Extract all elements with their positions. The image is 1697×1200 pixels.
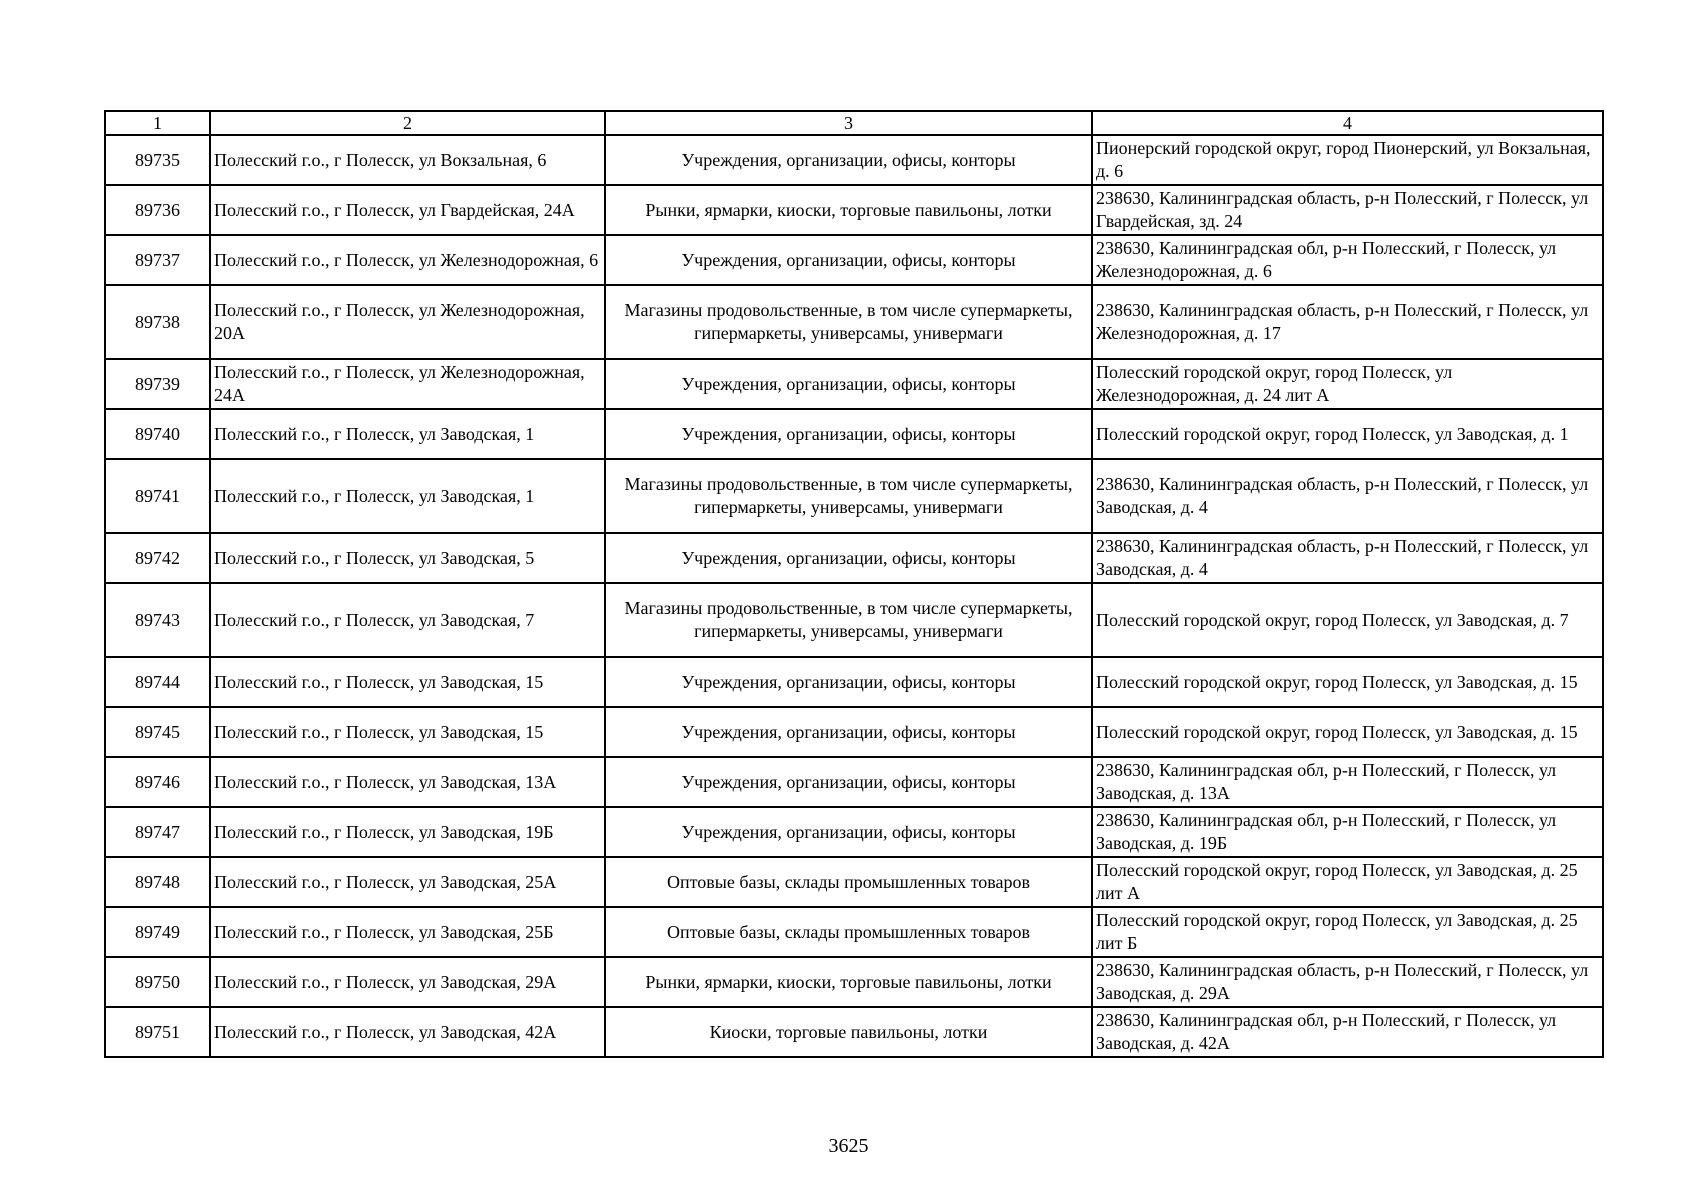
cell-id: 89750: [105, 957, 210, 1007]
cell-category: Оптовые базы, склады промышленных товаров: [605, 857, 1092, 907]
table-row: [105, 657, 1603, 707]
cell-address: Полесский г.о., г Полесск, ул Заводская, 5: [210, 533, 605, 583]
cell-category: Учреждения, организации, офисы, конторы: [605, 707, 1092, 757]
column-header-4: 4: [1092, 111, 1603, 135]
cell-address: Полесский г.о., г Полесск, ул Заводская, 7: [210, 583, 605, 657]
cell-category: Учреждения, организации, офисы, конторы: [605, 359, 1092, 409]
table-row: [105, 957, 1603, 1007]
cell-address: Полесский г.о., г Полесск, ул Заводская, 15: [210, 657, 605, 707]
table-header: [105, 111, 1603, 135]
document-table: [104, 110, 1604, 1058]
table-row: [105, 533, 1603, 583]
cell-location: 238630, Калининградская обл, р-н Полесский, г Полесск, ул Заводская, д. 13А: [1092, 757, 1603, 807]
cell-category: Магазины продовольственные, в том числе супермаркеты, гипермаркеты, универсамы, универмаги: [605, 285, 1092, 359]
table-body: [105, 135, 1603, 1057]
cell-address: Полесский г.о., г Полесск, ул Железнодорожная, 6: [210, 235, 605, 285]
cell-category: Магазины продовольственные, в том числе супермаркеты, гипермаркеты, универсамы, универмаги: [605, 583, 1092, 657]
cell-location: 238630, Калининградская обл, р-н Полесский, г Полесск, ул Заводская, д. 42А: [1092, 1007, 1603, 1057]
cell-address: Полесский г.о., г Полесск, ул Заводская, 25Б: [210, 907, 605, 957]
table-row: [105, 857, 1603, 907]
cell-address: Полесский г.о., г Полесск, ул Заводская, 42А: [210, 1007, 605, 1057]
cell-location: Полесский городской округ, город Полесск, ул Заводская, д. 25 лит Б: [1092, 907, 1603, 957]
cell-id: 89738: [105, 285, 210, 359]
cell-category: Оптовые базы, склады промышленных товаров: [605, 907, 1092, 957]
cell-category: Учреждения, организации, офисы, конторы: [605, 533, 1092, 583]
table-row: [105, 757, 1603, 807]
table-row: [105, 707, 1603, 757]
table-row: [105, 359, 1603, 409]
cell-id: 89744: [105, 657, 210, 707]
cell-id: 89735: [105, 135, 210, 185]
table-row: [105, 409, 1603, 459]
cell-address: Полесский г.о., г Полесск, ул Заводская, 1: [210, 409, 605, 459]
table-row: [105, 185, 1603, 235]
cell-category: Киоски, торговые павильоны, лотки: [605, 1007, 1092, 1057]
cell-address: Полесский г.о., г Полесск, ул Железнодорожная, 20А: [210, 285, 605, 359]
cell-location: Пионерский городской округ, город Пионерский, ул Вокзальная, д. 6: [1092, 135, 1603, 185]
cell-location: 238630, Калининградская обл, р-н Полесский, г Полесск, ул Железнодорожная, д. 6: [1092, 235, 1603, 285]
cell-id: 89747: [105, 807, 210, 857]
cell-address: Полесский г.о., г Полесск, ул Гвардейская, 24А: [210, 185, 605, 235]
cell-category: Рынки, ярмарки, киоски, торговые павильоны, лотки: [605, 957, 1092, 1007]
cell-category: Учреждения, организации, офисы, конторы: [605, 807, 1092, 857]
cell-id: 89736: [105, 185, 210, 235]
table-row: [105, 459, 1603, 533]
cell-category: Магазины продовольственные, в том числе супермаркеты, гипермаркеты, универсамы, универмаги: [605, 459, 1092, 533]
cell-category: Учреждения, организации, офисы, конторы: [605, 409, 1092, 459]
table-row: [105, 235, 1603, 285]
cell-location: 238630, Калининградская область, р-н Полесский, г Полесск, ул Заводская, д. 29А: [1092, 957, 1603, 1007]
page-number: 3625: [828, 1135, 869, 1157]
table-row: [105, 583, 1603, 657]
cell-location: 238630, Калининградская область, р-н Полесский, г Полесск, ул Железнодорожная, д. 17: [1092, 285, 1603, 359]
cell-address: Полесский г.о., г Полесск, ул Заводская, 1: [210, 459, 605, 533]
table-row: [105, 135, 1603, 185]
cell-id: 89749: [105, 907, 210, 957]
cell-address: Полесский г.о., г Полесск, ул Заводская, 29А: [210, 957, 605, 1007]
column-header-1: 1: [105, 111, 210, 135]
column-header-2: 2: [210, 111, 605, 135]
cell-category: Учреждения, организации, офисы, конторы: [605, 135, 1092, 185]
cell-location: Полесский городской округ, город Полесск, ул Железнодорожная, д. 24 лит А: [1092, 359, 1603, 409]
table-row: [105, 907, 1603, 957]
cell-id: 89737: [105, 235, 210, 285]
cell-location: 238630, Калининградская область, р-н Полесский, г Полесск, ул Гвардейская, зд. 24: [1092, 185, 1603, 235]
cell-id: 89742: [105, 533, 210, 583]
column-header-3: 3: [605, 111, 1092, 135]
cell-location: Полесский городской округ, город Полесск, ул Заводская, д. 1: [1092, 409, 1603, 459]
cell-location: Полесский городской округ, город Полесск, ул Заводская, д. 7: [1092, 583, 1603, 657]
cell-address: Полесский г.о., г Полесск, ул Заводская, 19Б: [210, 807, 605, 857]
cell-id: 89743: [105, 583, 210, 657]
cell-id: 89748: [105, 857, 210, 907]
table-row: [105, 1007, 1603, 1057]
cell-location: 238630, Калининградская обл, р-н Полесский, г Полесск, ул Заводская, д. 19Б: [1092, 807, 1603, 857]
cell-id: 89746: [105, 757, 210, 807]
cell-address: Полесский г.о., г Полесск, ул Железнодорожная, 24А: [210, 359, 605, 409]
cell-location: 238630, Калининградская область, р-н Полесский, г Полесск, ул Заводская, д. 4: [1092, 459, 1603, 533]
cell-category: Рынки, ярмарки, киоски, торговые павильоны, лотки: [605, 185, 1092, 235]
cell-location: Полесский городской округ, город Полесск, ул Заводская, д. 15: [1092, 657, 1603, 707]
header-row: [105, 111, 1603, 135]
cell-location: Полесский городской округ, город Полесск, ул Заводская, д. 15: [1092, 707, 1603, 757]
cell-category: Учреждения, организации, офисы, конторы: [605, 757, 1092, 807]
table-row: [105, 285, 1603, 359]
cell-id: 89740: [105, 409, 210, 459]
cell-category: Учреждения, организации, офисы, конторы: [605, 235, 1092, 285]
cell-address: Полесский г.о., г Полесск, ул Заводская, 25А: [210, 857, 605, 907]
cell-category: Учреждения, организации, офисы, конторы: [605, 657, 1092, 707]
cell-id: 89751: [105, 1007, 210, 1057]
cell-address: Полесский г.о., г Полесск, ул Вокзальная, 6: [210, 135, 605, 185]
cell-location: Полесский городской округ, город Полесск, ул Заводская, д. 25 лит А: [1092, 857, 1603, 907]
cell-id: 89739: [105, 359, 210, 409]
cell-location: 238630, Калининградская область, р-н Полесский, г Полесск, ул Заводская, д. 4: [1092, 533, 1603, 583]
table-row: [105, 807, 1603, 857]
cell-address: Полесский г.о., г Полесск, ул Заводская, 13А: [210, 757, 605, 807]
cell-address: Полесский г.о., г Полесск, ул Заводская, 15: [210, 707, 605, 757]
cell-id: 89745: [105, 707, 210, 757]
cell-id: 89741: [105, 459, 210, 533]
